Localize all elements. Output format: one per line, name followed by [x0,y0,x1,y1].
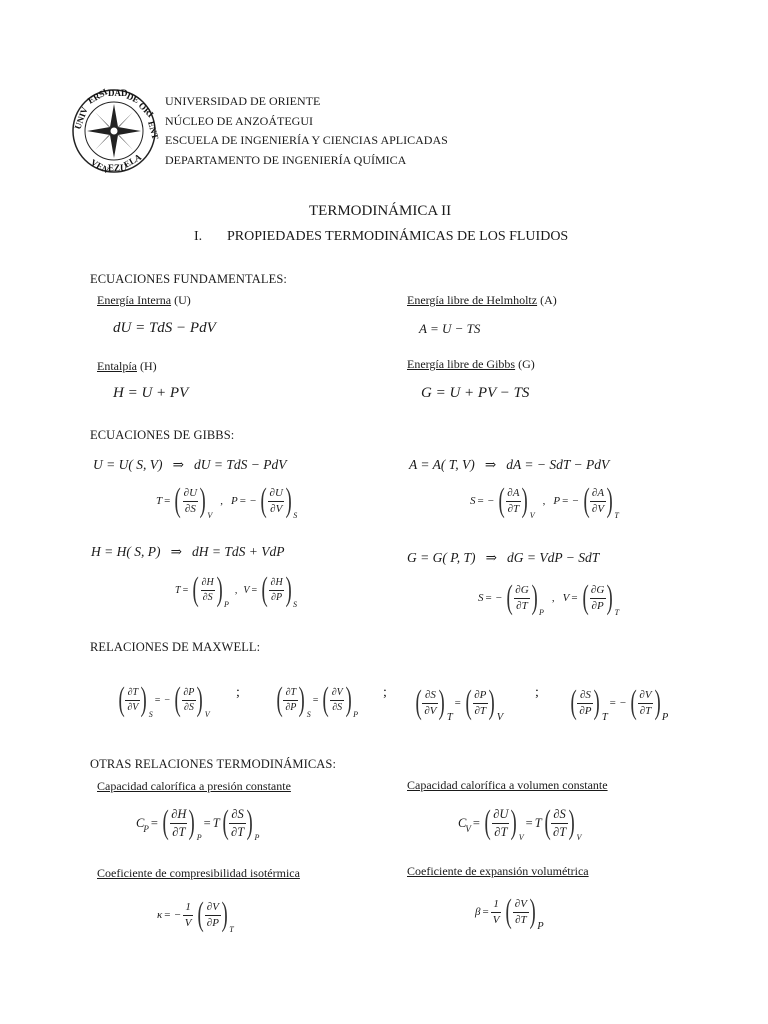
eq-g-differential: G = G( P, T) ⇒ dG = VdP − SdT [407,550,600,565]
maxwell-relation-1: ( $\frac{\partial T}{\partial V}$ ) S = − ( $\frac{\partial P}{\partial S}$ ) V [118,681,210,719]
eq-h-differential: H = H( S, P) ⇒ dH = TdS + VdP [91,544,285,559]
eq-kappa: κ = − $\frac{1}{V}$ ( $\frac{\partial V}{\partial P}$ ) T [157,896,234,934]
eq-a-partials: S = − ( $\frac{\partial A}{\partial T}$ ) V , P = − ( $\frac{\partial A}{\partial V}$ ) T [470,482,619,520]
maxwell-separator-1: ; [236,685,240,700]
header-department: DEPARTAMENTO DE INGENIERÍA QUÍMICA [165,153,407,167]
svg-text:ORI: ORI [136,100,156,120]
label-beta: Coeficiente de expansión volumétrica [407,864,589,878]
eq-cv: C V = ( $\frac{\partial U}{\partial T}$ ) V = T ( $\frac{\partial S}{\partial T}$ ) V [458,804,582,842]
svg-text:DE: DE [125,90,141,106]
eq-cp: C P = ( $\frac{\partial H}{\partial T}$ ) P = T ( $\frac{\partial S}{\partial T}$ ) P [136,804,260,842]
eq-u-partials: T = ( $\frac{\partial U}{\partial S}$ ) V , P = − ( $\frac{\partial U}{\partial V}$ ) S [156,482,298,520]
eq-gibbs-energy: G = U + PV − TS [421,385,530,401]
section-title: PROPIEDADES TERMODINÁMICAS DE LOS FLUIDOS [227,229,569,244]
svg-text:ELA: ELA [122,151,144,170]
svg-text:VEN: VEN [89,157,111,174]
header-university: UNIVERSIDAD DE ORIENTE [165,94,321,108]
eq-beta: β = $\frac{1}{V}$ ( $\frac{\partial V}{\partial T}$ ) P [475,893,544,932]
label-enthalpy: Entalpía (H) [97,359,157,373]
svg-text:UNIV: UNIV [72,105,90,131]
eq-helmholtz: A = U − TS [419,321,481,336]
page-title: TERMODINÁMICA II [309,203,452,219]
header-nucleus: NÚCLEO DE ANZOÁTEGUI [165,114,313,128]
eq-a-differential: A = A( T, V) ⇒ dA = − SdT − PdV [409,457,610,472]
maxwell-separator-3: ; [535,685,539,700]
eq-g-partials: S = − ( $\frac{\partial G}{\partial T}$ ) P , V = ( $\frac{\partial G}{\partial P}$ ) T [478,579,620,617]
header-school: ESCUELA DE INGENIERÍA Y CIENCIAS APLICADAS [165,133,448,147]
maxwell-relation-3: ( $\frac{\partial S}{\partial V}$ ) T = ( $\frac{\partial P}{\partial T}$ ) V [415,684,504,723]
heading-maxwell: RELACIONES DE MAXWELL: [90,640,261,654]
svg-text:ERSI: ERSI [86,88,110,106]
eq-u-differential: U = U( S, V) ⇒ dU = TdS − PdV [93,457,287,472]
label-helmholtz: Energía libre de Helmholtz (A) [407,293,557,307]
section-number: I. [194,229,203,244]
svg-text:EZU: EZU [108,163,127,173]
label-gibbs: Energía libre de Gibbs (G) [407,357,535,371]
heading-fundamentales: ECUACIONES FUNDAMENTALES: [90,272,287,286]
eq-h-partials: T = ( $\frac{\partial H}{\partial S}$ ) P , V = ( $\frac{\partial H}{\partial P}$ ) S [175,571,297,609]
label-kappa: Coeficiente de compresibilidad isotérmica [97,866,300,880]
eq-internal-energy: dU = TdS − PdV [113,320,216,336]
heading-otras: OTRAS RELACIONES TERMODINÁMICAS: [90,757,337,771]
maxwell-separator-2: ; [383,685,387,700]
svg-text:ENT: ENT [146,119,161,141]
eq-enthalpy: H = U + PV [113,385,189,401]
label-cp: Capacidad calorífica a presión constante [97,779,291,793]
svg-text:DAD: DAD [108,88,128,98]
heading-gibbs: ECUACIONES DE GIBBS: [90,428,235,442]
maxwell-relation-2: ( $\frac{\partial T}{\partial P}$ ) S = ( $\frac{\partial V}{\partial S}$ ) P [276,681,358,719]
label-internal-energy: Energía Interna (U) [97,293,191,307]
maxwell-relation-4: ( $\frac{\partial S}{\partial P}$ ) T = − ( $\frac{\partial V}{\partial T}$ ) P [570,684,669,723]
university-seal [64,88,164,174]
label-cv: Capacidad calorífica a volumen constante [407,778,608,792]
